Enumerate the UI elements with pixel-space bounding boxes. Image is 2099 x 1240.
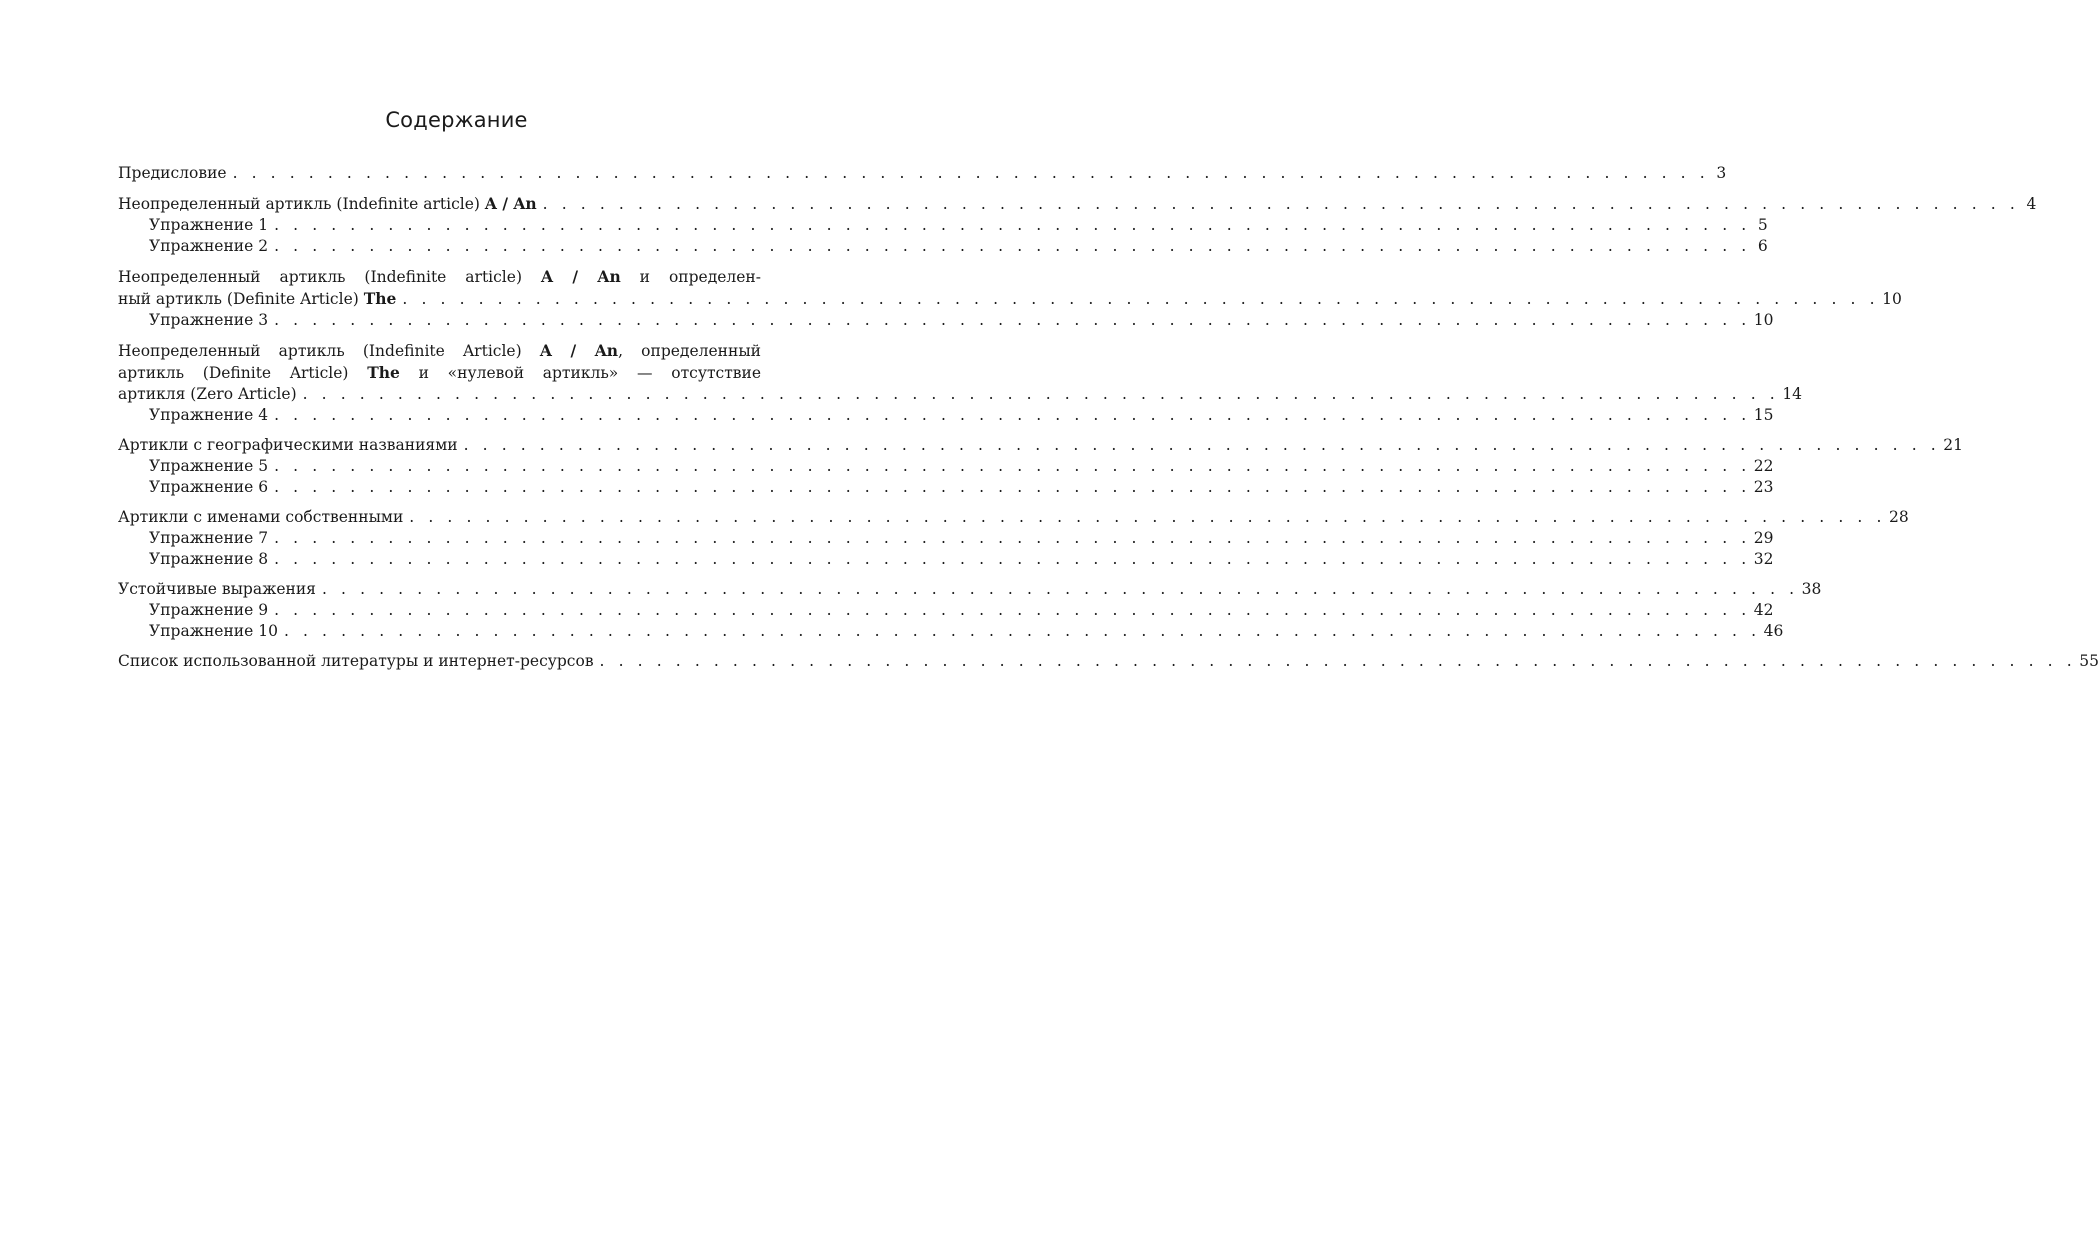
dot-leader: . . . . . . . . . . . . . . . . . . . . . . . . . . . . . . . . . . . . . . . . . . . . . . . . . . . . . . . . . . . . . . . . . . . . . . . . . . . . . . (274, 311, 1751, 329)
toc-page-number: 14 (1782, 385, 1803, 403)
toc-entry-title: Упражнение 8 (149, 550, 269, 568)
toc-subentry[interactable] (118, 456, 1774, 477)
toc-page-number: 22 (1753, 457, 1774, 475)
dot-leader: . . . . . . . . . . . . . . . . . . . . . . . . . . . . . . . . . . . . . . . . . . . . . . . . . . . . . . . . . . . . . . . . . . . . . . . . . . . . . . (542, 195, 2020, 213)
title-part: Неопределенный артикль (Indefinite article) (118, 268, 541, 286)
dot-leader: . . . . . . . . . . . . . . . . . . . . . . . . . . . . . . . . . . . . . . . . . . . . . . . . . . . . . . . . . . . . . . . . . . . . . . . . . . . . . . (274, 237, 1751, 255)
toc-subentry[interactable] (118, 405, 1774, 426)
toc-entry-title: артикля (Zero Article) (118, 385, 297, 403)
toc-section-set-expressions (118, 579, 1822, 642)
toc-page-number: 23 (1753, 478, 1774, 496)
toc-section-indefinite-definite (118, 266, 1902, 331)
dot-leader: . . . . . . . . . . . . . . . . . . . . . . . . . . . . . . . . . . . . . . . . . . . . . . . . . . . . . . . . . . . . . . . . . . . . . . . . . . . . . . (599, 652, 2077, 670)
dot-leader: . . . . . . . . . . . . . . . . . . . . . . . . . . . . . . . . . . . . . . . . . . . . . . . . . . . . . . . . . . . . . . . . . . . . . . . . . . . . . . (321, 580, 1799, 598)
toc-entry-line[interactable] (118, 266, 789, 288)
toc-entry-title: Упражнение 10 (149, 622, 278, 640)
toc-page-number: 10 (1753, 311, 1774, 329)
toc-entry[interactable] (118, 507, 1909, 528)
page-title: Содержание (385, 108, 528, 132)
toc-entry-title (118, 288, 396, 310)
title-part: и определен- (620, 268, 762, 286)
toc-entry[interactable] (118, 288, 1902, 310)
toc-page-number: 15 (1753, 406, 1774, 424)
toc-entry[interactable] (118, 163, 1727, 184)
toc-section-preface (118, 163, 1727, 184)
title-bold-part: The (363, 289, 397, 308)
toc-entry-title: Упражнение 3 (149, 311, 269, 329)
toc-entry-title: Упражнение 4 (149, 406, 269, 424)
dot-leader: . . . . . . . . . . . . . . . . . . . . . . . . . . . . . . . . . . . . . . . . . . . . . . . . . . . . . . . . . . . . . . . . . . . . . . . . . . . . . . (274, 601, 1751, 619)
toc-page-number: 46 (1763, 622, 1784, 640)
toc-entry-title: Список использованной литературы и интернет-ресурсов (118, 652, 594, 670)
toc-entry-title: Упражнение 6 (149, 478, 269, 496)
toc-entry-title: Артикли с географическими названиями (118, 436, 458, 454)
toc-section-proper-names (118, 507, 1909, 570)
toc-entry-title: Упражнение 7 (149, 529, 269, 547)
toc-entry[interactable] (118, 193, 2037, 215)
table-of-contents (118, 163, 2099, 681)
toc-page-number: 38 (1801, 580, 1822, 598)
toc-subentry[interactable] (118, 528, 1774, 549)
dot-leader: . . . . . . . . . . . . . . . . . . . . . . . . . . . . . . . . . . . . . . . . . . . . . . . . . . . . . . . . . . . . . . . . . . . . . . . . . . . . . . (274, 216, 1751, 234)
dot-leader: . . . . . . . . . . . . . . . . . . . . . . . . . . . . . . . . . . . . . . . . . . . . . . . . . . . . . . . . . . . . . . . . . . . . . . . . . . . . . . (274, 406, 1751, 424)
title-part: ный артикль (Definite Article) (118, 290, 364, 308)
toc-entry-title: Упражнение 9 (149, 601, 269, 619)
title-part: и «нулевой артикль» — отсутствие (399, 364, 762, 382)
dot-leader: . . . . . . . . . . . . . . . . . . . . . . . . . . . . . . . . . . . . . . . . . . . . . . . . . . . . . . . . . . . . . . . . . . . . . . . . . . . . . . (283, 622, 1761, 640)
toc-section-indefinite-article (118, 193, 2037, 257)
title-bold-part: A / An (484, 194, 537, 213)
toc-page-number: 6 (1757, 237, 1768, 255)
toc-entry-title (118, 193, 537, 215)
toc-entry-line[interactable] (118, 340, 789, 362)
dot-leader: . . . . . . . . . . . . . . . . . . . . . . . . . . . . . . . . . . . . . . . . . . . . . . . . . . . . . . . . . . . . . . . . . . . . . . . . . . . . . . (302, 385, 1780, 403)
dot-leader: . . . . . . . . . . . . . . . . . . . . . . . . . . . . . . . . . . . . . . . . . . . . . . . . . . . . . . . . . . . . . . . . . . . . . . . . . . . . . . (402, 290, 1880, 308)
toc-section-references (118, 651, 2099, 672)
dot-leader: . . . . . . . . . . . . . . . . . . . . . . . . . . . . . . . . . . . . . . . . . . . . . . . . . . . . . . . . . . . . . . . . . . . . . . . . . . . . . . (274, 529, 1751, 547)
dot-leader: . . . . . . . . . . . . . . . . . . . . . . . . . . . . . . . . . . . . . . . . . . . . . . . . . . . . . . . . . . . . . . . . . . . . . . . . . . . . . . (274, 478, 1751, 496)
title-bold-part: The (367, 363, 400, 382)
toc-page-number: 29 (1753, 529, 1774, 547)
toc-page-number: 32 (1753, 550, 1774, 568)
toc-page-number: 55 (2079, 652, 2099, 670)
dot-leader: . . . . . . . . . . . . . . . . . . . . . . . . . . . . . . . . . . . . . . . . . . . . . . . . . . . . . . . . . . . . . . . . . . . . . . . . . . . . . . (274, 550, 1751, 568)
dot-leader: . . . . . . . . . . . . . . . . . . . . . . . . . . . . . . . . . . . . . . . . . . . . . . . . . . . . . . . . . . . . . . . . . . . . . . . . . . . . . . (232, 164, 1710, 182)
toc-entry[interactable] (118, 651, 2099, 672)
toc-entry-title: Предисловие (118, 164, 227, 182)
toc-subentry[interactable] (118, 600, 1774, 621)
toc-entry-title: Устойчивые выражения (118, 580, 316, 598)
toc-subentry[interactable] (118, 621, 1784, 642)
toc-entry[interactable] (118, 435, 1964, 456)
title-bold-part: A / An (539, 341, 619, 360)
toc-subentry[interactable] (118, 477, 1774, 498)
toc-page-number: 3 (1716, 164, 1727, 182)
toc-entry-title: Артикли с именами собственными (118, 508, 404, 526)
toc-page-number: 4 (2026, 195, 2037, 213)
dot-leader: . . . . . . . . . . . . . . . . . . . . . . . . . . . . . . . . . . . . . . . . . . . . . . . . . . . . . . . . . . . . . . . . . . . . . . . . . . . . . . (409, 508, 1886, 526)
title-part: Неопределенный артикль (Indefinite Article) (118, 342, 540, 360)
toc-subentry[interactable] (118, 215, 1768, 236)
toc-section-zero-article (118, 340, 1803, 426)
dot-leader: . . . . . . . . . . . . . . . . . . . . . . . . . . . . . . . . . . . . . . . . . . . . . . . . . . . . . . . . . . . . . . . . . . . . . . . . . . . . . . (274, 457, 1751, 475)
title-part: Неопределенный артикль (Indefinite article) (118, 195, 485, 213)
toc-page-number: 42 (1753, 601, 1774, 619)
toc-subentry[interactable] (118, 549, 1774, 570)
title-part: , определенный (618, 342, 761, 360)
title-bold-part: A / An (540, 267, 621, 286)
toc-entry[interactable] (118, 579, 1822, 600)
toc-entry-title: Упражнение 2 (149, 237, 269, 255)
toc-entry-title: Упражнение 5 (149, 457, 269, 475)
toc-subentry[interactable] (118, 310, 1774, 331)
toc-subentry[interactable] (118, 236, 1768, 257)
toc-section-geographic-names (118, 435, 1964, 498)
toc-entry[interactable] (118, 384, 1803, 405)
toc-page-number: 28 (1888, 508, 1909, 526)
toc-entry-line[interactable] (118, 362, 789, 384)
dot-leader: . . . . . . . . . . . . . . . . . . . . . . . . . . . . . . . . . . . . . . . . . . . . . . . . . . . . . . . . . . . . . . . . . . . . . . . . . . . . . . (463, 436, 1941, 454)
toc-page-number: 21 (1943, 436, 1964, 454)
toc-page-number: 5 (1757, 216, 1768, 234)
toc-entry-title: Упражнение 1 (149, 216, 269, 234)
title-part: артикль (Definite Article) (118, 364, 368, 382)
toc-page-number: 10 (1882, 290, 1902, 308)
